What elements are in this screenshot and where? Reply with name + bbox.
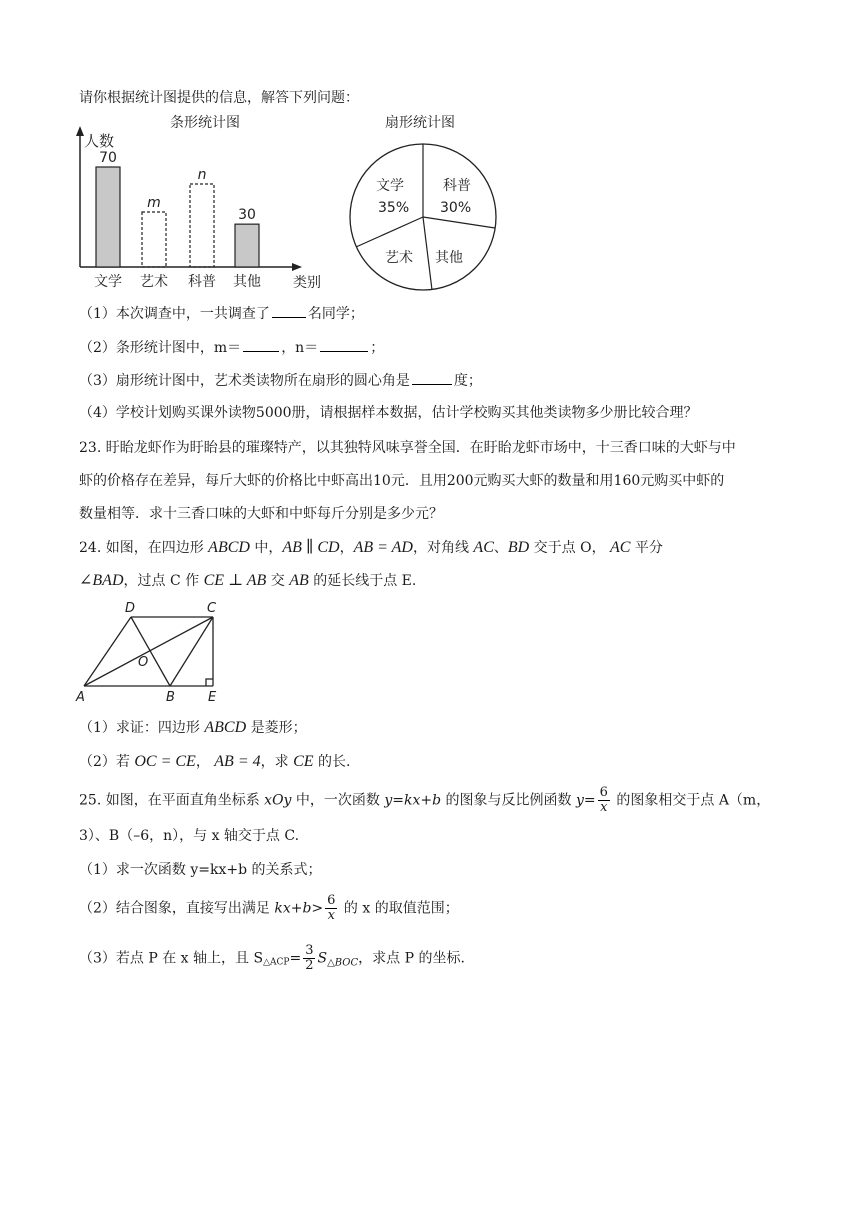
- pie-pct-wenxue: 35%: [378, 200, 410, 216]
- label-b: B: [166, 690, 175, 705]
- bar-chart: [70, 110, 350, 295]
- q24-part2: （2）若 OC = CE， AB = 4，求 CE 的长.: [79, 753, 351, 770]
- answer-blank-total: [272, 303, 306, 318]
- pie-label-yishu: 艺术: [385, 250, 413, 266]
- label-c: C: [207, 601, 217, 616]
- bar-3: [235, 224, 259, 267]
- bar-category-label-0: 文学: [94, 274, 122, 290]
- q25-part2: （2）结合图象，直接写出满足 kx+b> $\frac{6}{x}$ 的 x 的取值范围；: [79, 893, 459, 923]
- q24-line2: ∠BAD，过点 C 作 CE ⊥ AB 交 AB 的延长线于点 E.: [79, 572, 417, 589]
- q23-line2: 虾的价格存在差异，每斤大虾的价格比中虾高出10元．且用200元购买大虾的数量和用160元购买中虾的: [79, 473, 725, 489]
- bar-value-label-2: n: [197, 167, 207, 183]
- fraction-6-over-x: $\frac{6}{x}$: [599, 785, 608, 815]
- diagonal-bd: [131, 617, 170, 686]
- pie-label-kepu: 科普: [443, 178, 471, 194]
- bar-category-label-3: 其他: [233, 274, 261, 290]
- pie-label-qita: 其他: [435, 250, 463, 266]
- q24-line1: 24. 如图，在四边形 ABCD 中，AB ∥ CD，AB = AD，对角线 AC、BD 交于点 O， AC 平分: [79, 539, 663, 556]
- bar-0: [96, 167, 120, 267]
- bar-category-label-2: 科普: [188, 274, 216, 290]
- q22-part2: （2）条形统计图中，m＝ ，n＝ ；: [79, 337, 384, 358]
- label-e: E: [208, 690, 217, 705]
- right-angle-mark: [206, 679, 213, 686]
- intro-text: 请你根据统计图提供的信息，解答下列问题：: [79, 90, 359, 106]
- bar-chart-xlabel: 类别: [293, 275, 321, 291]
- q22-part1: （1）本次调查中，一共调查了 名同学；: [79, 303, 364, 324]
- bar-chart-ylabel: 人数: [84, 132, 115, 150]
- y-axis-arrow: [76, 126, 84, 136]
- bar-value-label-1: m: [147, 195, 161, 211]
- label-a: A: [76, 690, 85, 705]
- side-bc: [170, 617, 213, 686]
- q24-part1: （1）求证：四边形 ABCD 是菱形；: [79, 719, 307, 736]
- q25-part3: （3）若点 P 在 x 轴上，且 $S_{\triangle ACP}=$ $\frac{3}{2}$ $S_{\triangle BOC}$，求点 P 的坐标.: [79, 943, 465, 973]
- side-ad: [84, 617, 131, 686]
- bar-category-label-1: 艺术: [140, 274, 168, 290]
- q23-line3: 数量相等．求十三香口味的大虾和中虾每斤分别是多少元？: [79, 506, 443, 522]
- q25-line1: 25. 如图，在平面直角坐标系 xOy 中，一次函数 y=kx+b 的图象与反比例函数 y= $\frac{6}{x}$ 的图象相交于点 A（m，: [79, 785, 771, 815]
- label-o: O: [138, 655, 149, 670]
- rhombus-figure: [74, 598, 234, 708]
- fraction-6-over-x-2: $\frac{6}{x}$: [327, 893, 336, 923]
- bar-chart-title: 条形统计图: [170, 115, 240, 131]
- q25-part1: （1）求一次函数 y=kx+b 的关系式；: [79, 862, 322, 878]
- q22-part4: （4）学校计划购买课外读物5000册，请根据样本数据，估计学校购买其他类读物多少册比较合理？: [79, 405, 698, 421]
- pie-chart: [340, 110, 510, 300]
- q25-line2: 3）、B（–6，n），与 x 轴交于点 C.: [79, 828, 300, 844]
- label-d: D: [125, 601, 136, 616]
- answer-blank-angle: [412, 370, 452, 385]
- fraction-3-over-2: $\frac{3}{2}$: [305, 943, 314, 973]
- bar-value-label-3: 30: [238, 207, 256, 224]
- x-axis-arrow: [292, 263, 302, 271]
- diagonal-ac: [84, 617, 213, 686]
- pie-chart-title: 扇形统计图: [385, 115, 455, 131]
- q22-part3: （3）扇形统计图中，艺术类读物所在扇形的圆心角是 度；: [79, 370, 482, 391]
- answer-blank-m: [243, 337, 279, 352]
- bar-2: [190, 184, 214, 267]
- pie-label-wenxue: 文学: [376, 178, 404, 194]
- bar-value-label-0: 70: [99, 150, 117, 166]
- answer-blank-n: [320, 337, 368, 352]
- pie-pct-kepu: 30%: [440, 200, 472, 216]
- bar-1: [142, 212, 166, 267]
- q23-line1: 23. 盱眙龙虾作为盱眙县的璀璨特产，以其独特风味享誉全国．在盱眙龙虾市场中，十三香口味的大虾与中: [79, 440, 736, 456]
